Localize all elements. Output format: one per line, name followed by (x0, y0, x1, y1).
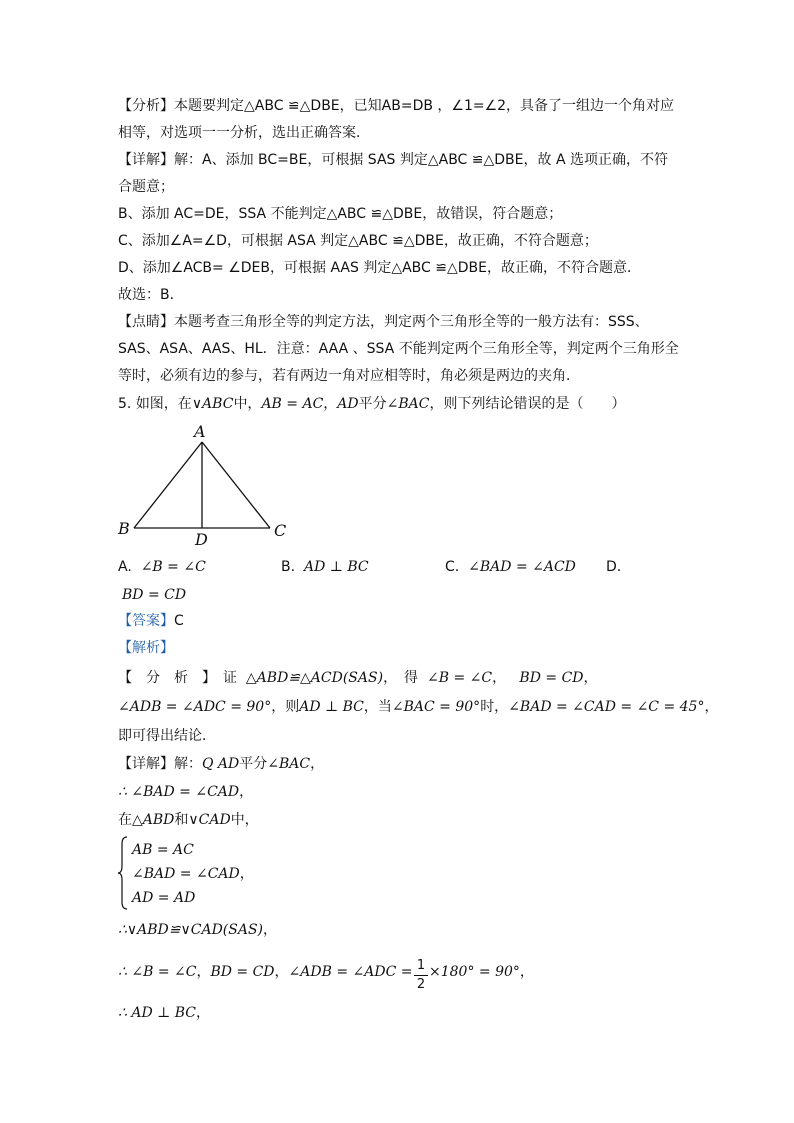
detail-line-1: 【详解】解：A、添加 BC=BE，可根据 SAS 判定△ABC ≌△DBE，故 A 选项正确，不符 (118, 152, 668, 168)
comment-line-2: SAS、ASA、AAS、HL．注意：AAA 、SSA 不能判定两个三角形全等，判定两个三角形全 (118, 341, 679, 357)
fraction-one-half: 1 2 (414, 958, 428, 993)
solution-line-3: 在△ABD和∨CAD中， (118, 812, 259, 828)
option-b: B. AD ⊥ BC (281, 559, 369, 575)
vertex-label-a: A (194, 422, 206, 441)
answer-line (118, 611, 184, 631)
side-ab (134, 442, 202, 528)
comment-line-1: 【点睛】本题考查三角形全等的判定方法，判定两个三角形全等的一般方法有：SSS、 (118, 314, 649, 330)
vertex-label-c: C (274, 521, 287, 540)
system-brace (118, 836, 128, 910)
question-5: 5. 如图，在∨ABC中，AB = AC，AD平分∠BAC，则下列结论错误的是（ ） (118, 396, 626, 412)
solution-line-5-tail: ×180° = 90°， (429, 964, 534, 980)
analysis-line-2: 相等，对选项一一分析，选出正确答案． (118, 125, 370, 141)
option-a: A. ∠B = ∠C (118, 559, 206, 575)
system-eq-1: AB = AC (132, 842, 194, 858)
detail-line-3: B、添加 AC=DE，SSA 不能判定△ABC ≌△DBE，故错误，符合题意； (118, 206, 563, 222)
analysis-2-line-1: 【 分 析 】 证 △ABD≌△ACD(SAS)， 得 ∠B = ∠C， BD = CD， (118, 670, 598, 686)
detail-line-5: D、添加∠ACB= ∠DEB，可根据 AAS 判定△ABC ≌△DBE，故正确，不符合题意． (118, 260, 641, 276)
detail-line-4: C、添加∠A=∠D，可根据 ASA 判定△ABC ≌△DBE，故正确，不符合题意； (118, 233, 598, 249)
vertex-label-d: D (195, 530, 208, 549)
option-c: C. ∠BAD = ∠ACD (445, 559, 576, 575)
detail-line-6: 故选：B． (118, 287, 184, 303)
analysis-2-line-2: ∠ADB = ∠ADC = 90°，则AD ⊥ BC，当∠BAC = 90°时，∠BAD = ∠CAD = ∠C = 45°， (118, 699, 719, 715)
vertex-label-b: B (118, 519, 130, 538)
analysis-line-1: 【分析】本题要判定△ABC ≌△DBE，已知AB=DB ，∠1=∠2，具备了一组边一个角对应 (118, 98, 675, 114)
option-d: D. (606, 559, 622, 575)
detail-line-2: 合题意； (118, 179, 174, 195)
side-ac (202, 442, 270, 528)
solution-line-4: ∴∨ABD≌∨CAD(SAS)， (118, 922, 278, 938)
option-d-value: BD = CD (122, 587, 187, 603)
solution-line-6: ∴ AD ⊥ BC， (118, 1005, 211, 1021)
triangle-figure (110, 418, 310, 553)
answer-label: 【答案】 (118, 613, 174, 629)
solution-line-5: ∴ ∠B = ∠C，BD = CD，∠ADB = ∠ADC = (118, 964, 413, 980)
solution-line-1: 【详解】解：Q AD平分∠BAC， (118, 756, 325, 772)
solution-line-2: ∴ ∠BAD = ∠CAD， (118, 784, 254, 800)
system-eq-3: AD = AD (132, 890, 196, 906)
system-eq-2: ∠BAD = ∠CAD， (132, 866, 254, 882)
comment-line-3: 等时，必须有边的参与，若有两边一角对应相等时，角必须是两边的夹角． (118, 368, 580, 384)
answer-value: C (174, 613, 184, 629)
question-number: 5. (118, 396, 132, 412)
analysis-2-line-3: 即可得出结论． (118, 728, 216, 744)
analysis-heading: 【解析】 (118, 640, 174, 656)
